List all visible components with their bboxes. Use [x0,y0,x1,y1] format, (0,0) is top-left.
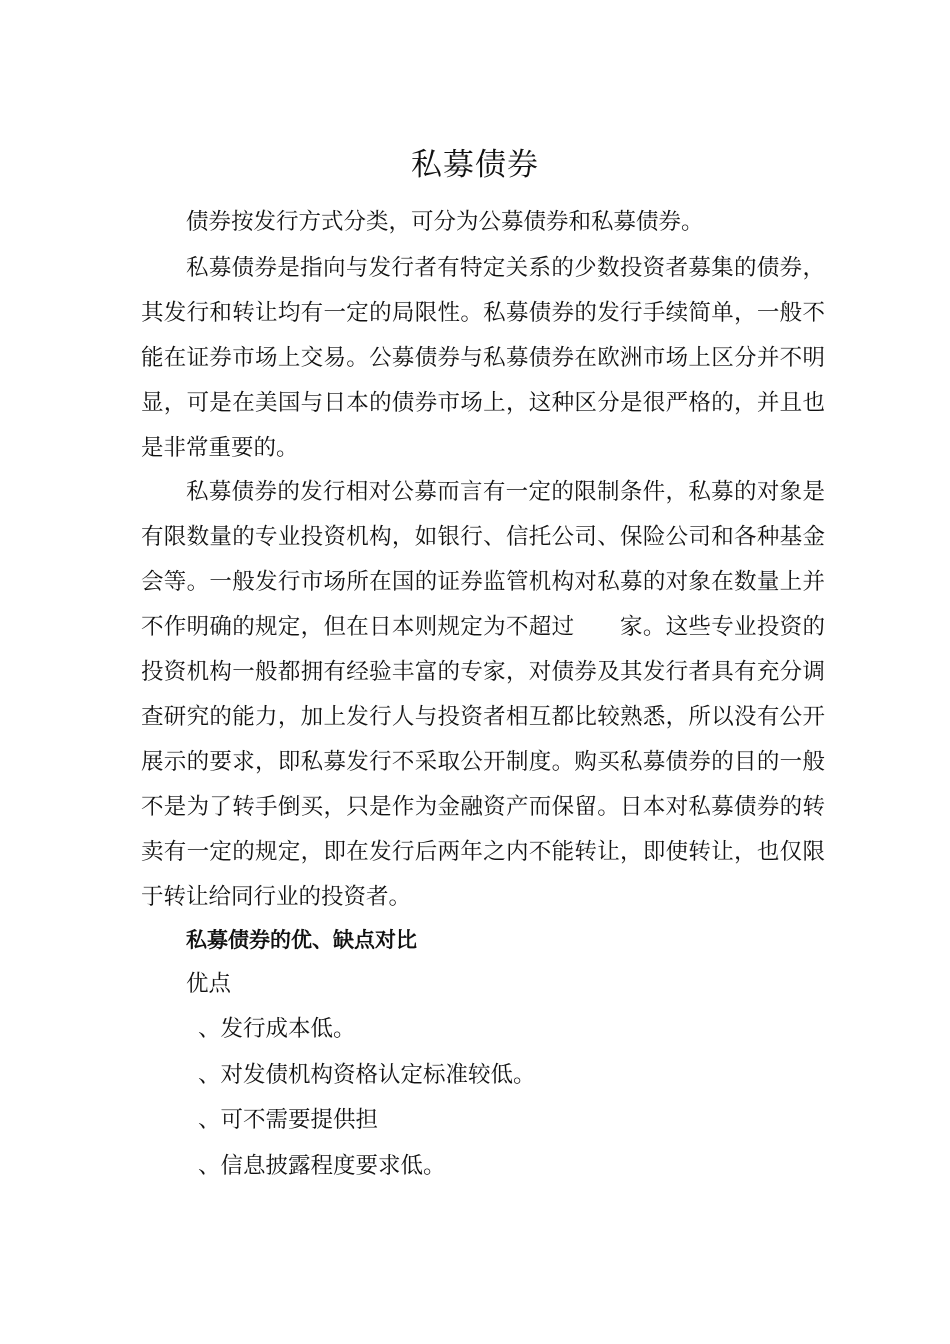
list-item: 、对发债机构资格认定标准较低。 [198,1061,536,1088]
paragraph-intro: 债券按发行方式分类，可分为公募债券和私募债券。 [186,209,704,235]
advantages-label: 优点 [186,971,232,997]
comparison-heading: 私募债券的优、缺点对比 [186,928,417,952]
list-item: 、可不需要提供担 [198,1107,379,1133]
paragraph-definition: 私募债券是指向与发行者有特定关系的少数投资者募集的债券，其发行和转让均有一定的局限性。私募债券的发行手续简单，一般不能在证券市场上交易。公募债券与私募债券在欧洲市场上区分并不明显，可是在美国与日本的债券市场上，这种区分是很严格的，并且也是非常重要的。 [141,255,825,461]
list-item: 、发行成本低。 [198,1016,356,1042]
document-title: 私募债券 [411,147,539,183]
advantages-list [198,1007,536,1189]
list-item: 、信息披露程度要求低。 [198,1152,446,1179]
paragraph-restrictions: 私募债券的发行相对公募而言有一定的限制条件，私募的对象是有限数量的专业投资机构，如银行、信托公司、保险公司和各种基金会等。一般发行市场所在国的证券监管机构对私募的对象在数量上并不作明确的规定，但在日本则规定为不超过 家。这些专业投资的投资机构一般都拥有经验丰富的专家，对债券及其发行者具有充分调查研究的能力，加上发行人与投资者相互都比较熟悉，所以没有公开展示的要求，即私募发行不采取公开制度。购买私募债券的目的一般不是为了转手倒买，只是作为金融资产而保留。日本对私募债券的转卖有一定的规定，即在发行后两年之内不能转让，即使转让，也仅限于转让给同行业的投资者。 [141,479,825,910]
